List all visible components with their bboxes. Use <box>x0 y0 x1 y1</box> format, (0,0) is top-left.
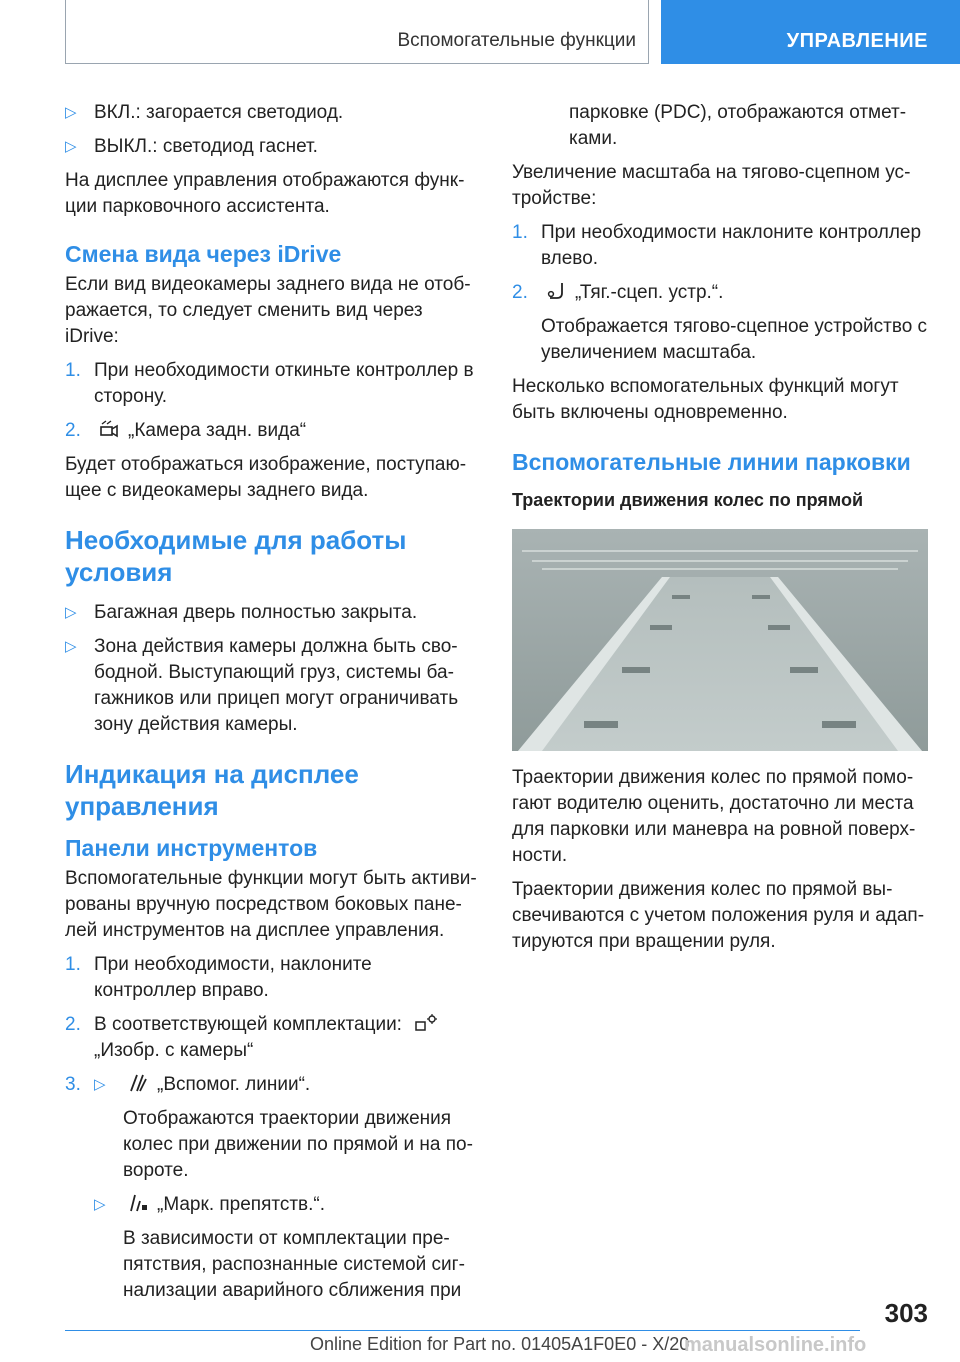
chapter-tab <box>661 0 960 64</box>
list-item: ▷ Зона действия камеры должна быть свободной. Выступающий груз, системы багажников или прицеп могут ограничивать зону действия камеры. <box>65 636 459 735</box>
section-title: Вспомогательные функции <box>397 30 636 51</box>
list-item: 2. В соответствующей комплектации: „Изобр. с камеры“ <box>65 1012 477 1064</box>
sub-list-item: ▷ „Вспомог. линии“. Отображаются траектории движения колес при движении по прямой и на повороте. <box>94 1074 473 1181</box>
triangle-bullet-icon: ▷ <box>65 138 77 155</box>
watermark: manualsonline.info <box>684 1334 867 1356</box>
subheading: Смена вида через iDrive <box>65 241 342 267</box>
rear-camera-icon <box>98 419 122 439</box>
heading: Индикация на дисплее управления <box>65 759 359 821</box>
list-item: 3. ▷ „Вспомог. линии“. Отображаются траектории движения колес при движении по прямой и на повороте. ▷ „Марк. препятств.“. В зависимости от комплектации препятствия, распознанные системой сигнализации аварийного сближения при <box>65 1072 477 1304</box>
subheading-small: Траектории движения колес по прямой <box>512 490 864 510</box>
subheading: Вспомогательные линии парковки <box>512 449 911 475</box>
list-item: ▷ ВЫКЛ.: светодиод гаснет. <box>65 134 477 160</box>
list-item: ▷ Багажная дверь полностью закрыта. <box>65 600 477 626</box>
camera-settings-icon <box>414 1013 438 1033</box>
paragraph: Траектории движения колес по прямой помогают водителю оценить, достаточно ли места для парковки или маневра на ровной поверхности. <box>512 767 916 866</box>
list-item: ▷ ВКЛ.: загорается светодиод. <box>65 100 477 126</box>
parking-lines-icon <box>127 1073 151 1093</box>
list-item: 1. При необходимости откиньте контроллер в сторону. <box>65 360 474 407</box>
sub-list-item: ▷ „Марк. препятств.“. В зависимости от комплектации препятствия, распознанные системой сигнализации аварийного сближения при <box>94 1194 465 1301</box>
heading: Необходимые для работы условия <box>65 525 407 587</box>
tow-hitch-icon <box>545 281 569 301</box>
paragraph: На дисплее управления отображаются функции парковочного ассистента. <box>65 170 465 217</box>
paragraph: Увеличение масштаба на тягово-сцепном устройстве: <box>512 162 911 209</box>
paragraph: Будет отображаться изображение, поступающее с видеокамеры заднего вида. <box>65 454 467 501</box>
subheading: Панели инструментов <box>65 835 318 861</box>
parking-lines-illustration <box>512 529 928 751</box>
footer-edition: Online Edition for Part no. 01405A1F0E0 - X/20 <box>310 1334 690 1354</box>
right-column <box>512 100 928 963</box>
triangle-bullet-icon: ▷ <box>65 104 77 121</box>
list-item: 2. „Камера задн. вида“ <box>65 420 307 441</box>
paragraph: Несколько вспомогательных функций могут быть включены одновременно. <box>512 376 899 423</box>
list-item: 2. „Тяг.-сцеп. устр.“. Отображается тягово-сцепное устройство с увеличением масштаба. <box>512 282 928 363</box>
paragraph: Вспомогательные функции могут быть активированы вручную посредством боковых панелей инструментов на дисплее управления. <box>65 868 477 941</box>
obstacle-marking-icon <box>127 1193 151 1213</box>
running-header <box>65 0 649 64</box>
page-number: 303 <box>884 1298 928 1328</box>
paragraph: Если вид видеокамеры заднего вида не отображается, то следует сменить вид через iDrive: <box>65 274 471 347</box>
triangle-bullet-icon: ▷ <box>94 1196 106 1213</box>
list-item: 1. При необходимости наклоните контроллер влево. <box>512 222 922 269</box>
paragraph: парковке (PDC), отображаются отметками. <box>569 102 907 149</box>
chapter-title: УПРАВЛЕНИЕ <box>786 30 928 52</box>
triangle-bullet-icon: ▷ <box>65 604 77 621</box>
left-column <box>65 100 477 1314</box>
paragraph: Траектории движения колес по прямой высвечиваются с учетом положения руля и адаптируются при вращении руля. <box>512 879 925 952</box>
list-item: 1. При необходимости, наклоните контроллер вправо. <box>65 954 372 1001</box>
footer-rule <box>65 1330 860 1331</box>
triangle-bullet-icon: ▷ <box>65 638 77 655</box>
triangle-bullet-icon: ▷ <box>94 1076 106 1093</box>
